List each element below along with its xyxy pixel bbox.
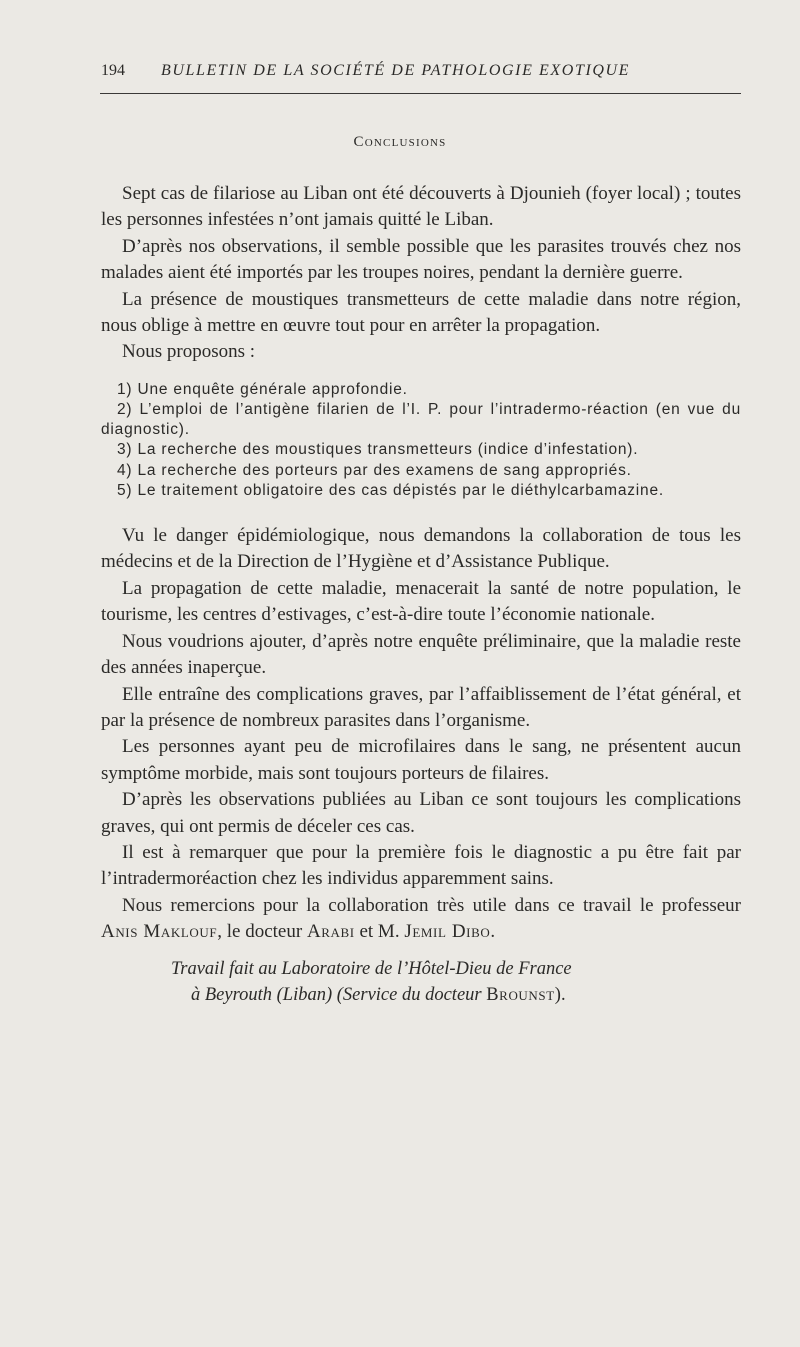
running-head: [101, 62, 741, 80]
list-item: 1) Une enquête générale approfondie.: [117, 380, 408, 398]
ack-name: Jemil Dibo: [404, 921, 491, 943]
list-item: 5) Le traitement obligatoire des cas dépistés par le diéthylcarbamazine.: [117, 481, 664, 499]
list-item: 2) L’emploi de l’antigène filarien de l’I. P. pour l’intradermo-réaction (en vue du diagnostic).: [101, 401, 741, 439]
paragraph: Il est à remarquer que pour la première fois le diagnostic a pu être fait par l’intradermoréaction chez les individus apparemment sains.: [101, 841, 741, 890]
signoff-close: ).: [554, 984, 566, 1005]
acknowledgement: [101, 893, 741, 946]
signoff-chief: Brounst: [486, 984, 555, 1005]
ack-text: .: [490, 921, 496, 943]
signoff-line: Travail fait au Laboratoire de l’Hôtel-Dieu de France: [171, 958, 572, 979]
paragraph: La présence de moustiques transmetteurs de cette maladie dans notre région, nous oblige à mettre en œuvre tout pour en arrêter la propagation.: [101, 288, 741, 337]
signoff-text: à Beyrouth (Liban) (Service du docteur: [191, 984, 482, 1005]
paragraph: Sept cas de filariose au Liban ont été découverts à Djounieh (foyer local) ; toutes les personnes infestées n’ont jamais quitté le Liban.: [101, 183, 741, 231]
proposals-list: [101, 380, 741, 501]
paragraph: D’après nos observations, il semble possible que les parasites trouvés chez nos malades aient été importés par les troupes noires, pendant la dernière guerre.: [101, 235, 741, 284]
page-number: 194: [101, 62, 125, 79]
ack-text: , le docteur: [217, 921, 303, 943]
list-item: 3) La recherche des moustiques transmetteurs (indice d’infestation).: [117, 441, 639, 459]
paragraph: Nous proposons :: [122, 341, 256, 363]
journal-title: BULLETIN DE LA SOCIÉTÉ DE PATHOLOGIE EXOTIQUE: [161, 62, 631, 79]
signoff: [101, 956, 741, 1008]
list-item: 4) La recherche des porteurs par des examens de sang appropriés.: [117, 461, 632, 479]
paragraph: Vu le danger épidémiologique, nous demandons la collaboration de tous les médecins et de la Direction de l’Hygiène et d’Assistance Publique.: [101, 525, 741, 573]
paragraph: D’après les observations publiées au Liban ce sont toujours les complications graves, qui ont permis de déceler ces cas.: [101, 789, 741, 837]
section-title: Conclusions: [353, 134, 447, 150]
article-body: [101, 181, 741, 1008]
signoff-line: [171, 982, 741, 1008]
ack-prefix: Nous remercions pour la collaboration très utile dans ce travail le professeur: [122, 894, 741, 916]
ack-text: et M.: [359, 921, 400, 943]
header-rule: [100, 93, 741, 94]
paragraph: Les personnes ayant peu de microfilaires dans le sang, ne présentent aucun symptôme morbide, mais sont toujours porteurs de filaires.: [101, 736, 741, 784]
paragraph: La propagation de cette maladie, menacerait la santé de notre population, le tourisme, les centres d’estivages, c’est-à-dire toute l’économie nationale.: [101, 577, 741, 626]
paragraph: Elle entraîne des complications graves, par l’affaiblissement de l’état général, et par la présence de nombreux parasites dans l’organisme.: [101, 683, 741, 731]
ack-name: Arabi: [306, 921, 355, 943]
paragraph: Nous voudrions ajouter, d’après notre enquête préliminaire, que la maladie reste des années inaperçue.: [101, 630, 741, 679]
ack-name: Anis Maklouf: [101, 921, 218, 943]
